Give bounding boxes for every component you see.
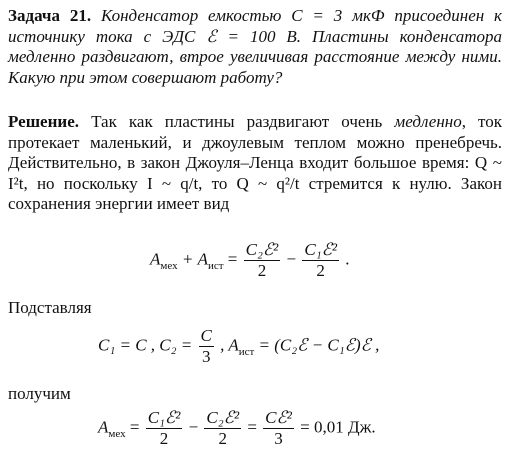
eq1-plus-a: + A xyxy=(177,249,208,269)
eq1-end: . xyxy=(341,249,350,269)
eq3-fraction-3: $\frac{\text{Cℰ²}}{3}$ xyxy=(265,408,292,448)
eq3-minus: − xyxy=(188,417,203,437)
eq1-a-mech: A xyxy=(150,249,161,269)
substitution-equation xyxy=(98,326,379,367)
result-equation xyxy=(98,408,376,449)
eq2-fraction: $\frac{C}{3}$ xyxy=(200,326,212,366)
eq1-sub-ist: ист xyxy=(207,259,224,272)
eq3-equals-2: = xyxy=(243,417,262,437)
solution-text-part2: , ток протекает маленький, и джоулевым теплом можно пренебречь. Действительно, в закон Джоуля–Ленца входит большое время: Q ~ I²t, но поскольку I ~ q/t, то Q ~ q²/t стремится к нулю. Закон сохранения энергии имеет вид xyxy=(8,112,503,213)
eq2-part1: C₁ = C , C₂ = xyxy=(98,335,197,355)
eq3-fraction-1: $\frac{\text{C₁ℰ²}}{2}$ xyxy=(147,408,181,448)
eq1-minus: − xyxy=(286,249,301,269)
problem-text: Конденсатор емкостью C = 3 мкФ присоединен к источнику тока с ЭДС ℰ = 100 В. Пластины конденсатора медленно раздвигают, втрое увеличивая расстояние между ними. Какую при этом совершают работу? xyxy=(8,6,502,87)
eq1-equals: = xyxy=(223,249,242,269)
problem-statement xyxy=(8,6,502,88)
energy-conservation-equation xyxy=(150,240,350,281)
eq3-result: = 0,01 Дж. xyxy=(295,417,376,437)
eq2-part3: = (C₂ℰ − C₁ℰ)ℰ , xyxy=(254,335,380,355)
obtain-text: получим xyxy=(8,384,71,403)
solution-text xyxy=(8,112,502,215)
eq1-fraction-2: $\frac{\text{C₁ℰ²}}{2}$ xyxy=(304,240,337,280)
eq3-equals: = xyxy=(125,417,144,437)
eq3-a-mech: A xyxy=(98,417,109,437)
solution-emphasis: медленно xyxy=(394,112,462,131)
eq1-sub-mech: мех xyxy=(160,259,178,272)
eq3-sub-mech: мех xyxy=(108,427,126,440)
eq2-sub-ist: ист xyxy=(238,345,255,358)
problem-label: Задача 21. xyxy=(8,6,92,25)
eq2-part2: , A xyxy=(215,335,239,355)
eq1-fraction-1: $\frac{\text{C₂ℰ²}}{2}$ xyxy=(245,240,279,280)
solution-label: Решение. xyxy=(8,112,79,131)
eq3-fraction-2: $\frac{\text{C₂ℰ²}}{2}$ xyxy=(206,408,240,448)
substituting-text: Подставляя xyxy=(8,298,92,317)
solution-text-part1: Так как пластины раздвигают очень xyxy=(79,112,395,131)
